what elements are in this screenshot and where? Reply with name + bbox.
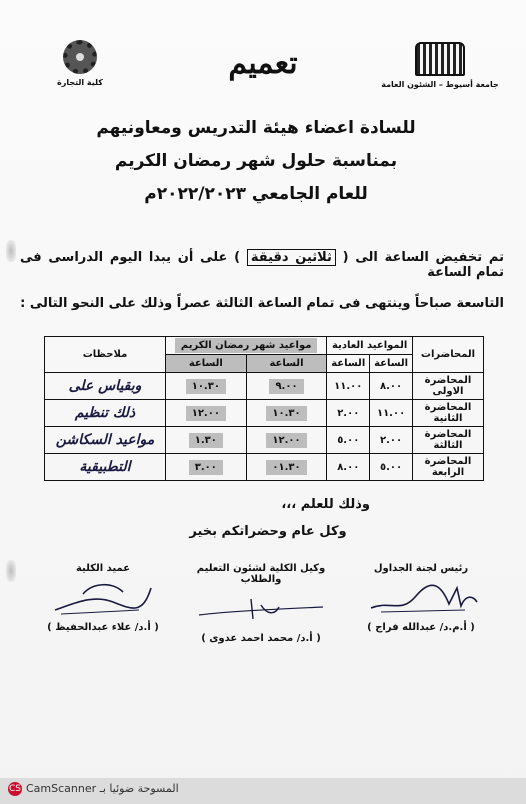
body-text: ) على أن يبدا اليوم الدراسى فى تمام الساعة	[20, 250, 504, 280]
highlighted-duration: ثلاثين دقيقة	[247, 249, 336, 266]
regular-from: ٢.٠٠	[370, 427, 413, 454]
scanner-watermark	[8, 782, 179, 796]
binding-hole	[6, 560, 16, 582]
regular-to: ٥.٠٠	[327, 427, 370, 454]
header-ramadan: مواعيد شهر رمضان الكريم	[166, 337, 327, 355]
announcement-paragraph	[20, 250, 504, 311]
signer-name: ( أ.م.د/ عبدالله فراج )	[367, 622, 475, 633]
ramadan-to: ١.٣٠	[166, 427, 247, 454]
ramadan-from: ٩.٠٠	[246, 373, 327, 400]
camscanner-logo-icon: CS	[9, 784, 21, 794]
signature-block	[176, 563, 346, 644]
header-hour: الساعة	[370, 355, 413, 373]
table-row	[45, 373, 484, 400]
ramadan-to: ١٢.٠٠	[166, 400, 247, 427]
handwritten-signature	[176, 585, 346, 631]
table-row	[45, 400, 484, 427]
regular-to: ٨.٠٠	[327, 454, 370, 481]
regular-to: ٢.٠٠	[327, 400, 370, 427]
ramadan-from: ١٠.٣٠	[246, 400, 327, 427]
handwritten-signature	[336, 574, 506, 620]
ramadan-to: ٣.٠٠	[166, 454, 247, 481]
table-row	[45, 427, 484, 454]
header-lectures: المحاضرات	[413, 337, 484, 373]
addressee-block	[46, 112, 466, 211]
lecture-name: المحاضرة الاولى	[413, 373, 484, 400]
regular-from: ١١.٠٠	[370, 400, 413, 427]
handwritten-note: التطبيقية	[45, 454, 166, 481]
schedule-table	[44, 336, 484, 481]
lecture-name: المحاضرة الثانية	[413, 400, 484, 427]
signer-role: عميد الكلية	[75, 563, 131, 574]
header-hour: الساعة	[246, 355, 327, 373]
university-logo	[380, 42, 500, 89]
scanner-text: CamScanner المسوحة ضوئيا بـ	[26, 782, 179, 795]
signer-role: وكيل الكلية لشئون التعليم والطلاب	[196, 563, 326, 585]
ramadan-from: ١٢.٠٠	[246, 427, 327, 454]
closing-block	[0, 497, 526, 539]
university-building-icon	[415, 42, 465, 76]
scanner-footer	[0, 778, 526, 804]
addressee-line: بمناسبة حلول شهر رمضان الكريم	[114, 151, 398, 171]
page-title: تعميم	[228, 46, 298, 81]
regular-to: ١١.٠٠	[327, 373, 370, 400]
header-regular: المواعيد العادية	[327, 337, 413, 355]
handwritten-note: مواعيد السكاشن	[45, 427, 166, 454]
handwritten-signature	[18, 574, 188, 620]
signature-block	[18, 563, 188, 633]
signer-name: ( أ.د/ محمد احمد عدوى )	[201, 633, 321, 644]
regular-from: ٨.٠٠	[370, 373, 413, 400]
header-notes: ملاحظات	[45, 337, 166, 373]
header-hour: الساعة	[327, 355, 370, 373]
addressee-line: للسادة اعضاء هيئة التدريس ومعاونيهم	[96, 118, 416, 138]
faculty-name: كلية التجارة	[57, 78, 103, 87]
signer-role: رئيس لجنة الجداول	[373, 563, 469, 574]
regular-from: ٥.٠٠	[370, 454, 413, 481]
closing-line: وذلك للعلم ،،،	[281, 497, 370, 512]
closing-line: وكل عام وحضراتكم بخير	[189, 524, 347, 539]
binding-hole	[6, 240, 16, 262]
ramadan-to: ١٠.٣٠	[166, 373, 247, 400]
signer-name: ( أ.د/ علاء عبدالحفيظ )	[47, 622, 159, 633]
ramadan-from: ٠١.٣٠	[246, 454, 327, 481]
signature-block	[336, 563, 506, 633]
university-name: جامعة أسيوط – الشئون العامة	[381, 80, 499, 89]
handwritten-note: وبقياس على	[45, 373, 166, 400]
header-hour: الساعة	[166, 355, 247, 373]
table-row	[45, 454, 484, 481]
lecture-name: المحاضرة الرابعة	[413, 454, 484, 481]
body-text: التاسعة صباحاً وينتهى فى تمام الساعة الثالثة عصراً وذلك على النحو التالى :	[20, 296, 504, 311]
lecture-name: المحاضرة الثالثة	[413, 427, 484, 454]
body-text: تم تخفيض الساعة الى (	[342, 250, 504, 265]
addressee-line: للعام الجامعي ٢٠٢٢/٢٠٢٣م	[144, 184, 368, 204]
handwritten-note: ذلك تنظيم	[45, 400, 166, 427]
